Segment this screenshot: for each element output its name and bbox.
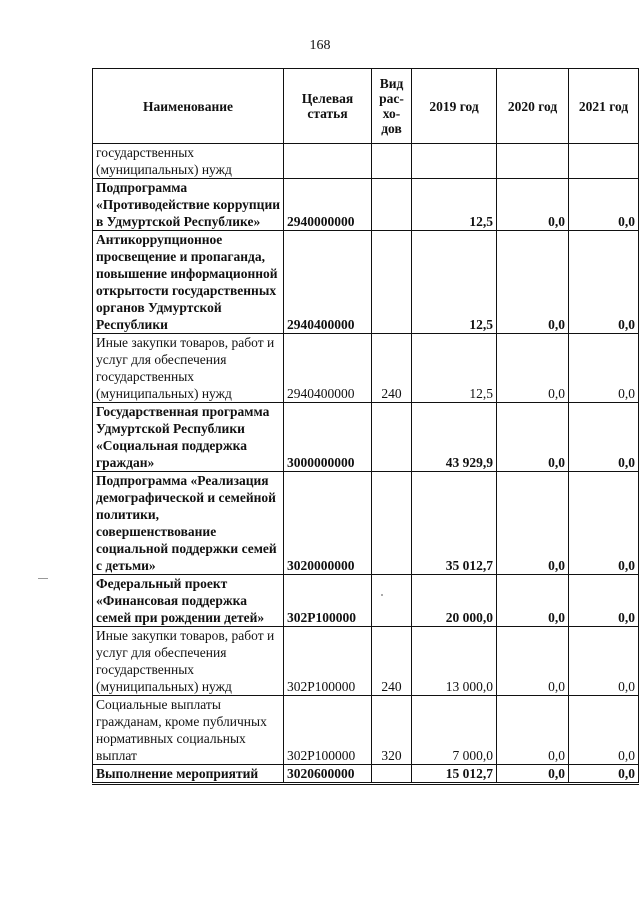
- row-type: [372, 144, 412, 179]
- scan-mark: [38, 578, 48, 579]
- row-type: 320: [372, 696, 412, 765]
- row-2021: 0,0: [569, 627, 639, 696]
- row-code: 3000000000: [284, 403, 372, 472]
- row-2019: 43 929,9: [412, 403, 497, 472]
- row-2021: 0,0: [569, 472, 639, 575]
- table-row: [93, 231, 639, 334]
- row-code: 2940400000: [284, 231, 372, 334]
- row-code: [284, 144, 372, 179]
- page-number: 168: [309, 38, 331, 53]
- row-type: [372, 472, 412, 575]
- row-2020: 0,0: [497, 231, 569, 334]
- row-2021: 0,0: [569, 765, 639, 784]
- row-code: 3020000000: [284, 472, 372, 575]
- row-2021: [569, 144, 639, 179]
- row-code: 302P100000: [284, 575, 372, 627]
- row-2021: 0,0: [569, 334, 639, 403]
- row-2020: 0,0: [497, 179, 569, 231]
- row-2021: 0,0: [569, 575, 639, 627]
- header-type: Вид рас- хо- дов: [372, 69, 412, 144]
- row-2019: 12,5: [412, 179, 497, 231]
- row-2020: 0,0: [497, 403, 569, 472]
- header-name: Наименование: [93, 69, 284, 144]
- row-type: [372, 765, 412, 784]
- scan-dot: [381, 594, 383, 596]
- row-type: 240: [372, 334, 412, 403]
- table-row: [93, 144, 639, 179]
- table-row: [93, 179, 639, 231]
- row-code: 3020600000: [284, 765, 372, 784]
- row-2019: 12,5: [412, 231, 497, 334]
- row-2021: 0,0: [569, 403, 639, 472]
- row-name: Иные закупки товаров, работ и услуг для обеспечения государственных (муниципальных) нужд: [93, 334, 284, 403]
- row-name: Федеральный проект «Финансовая поддержка семей при рождении детей»: [93, 575, 284, 627]
- table-row: [93, 696, 639, 765]
- row-name: Иные закупки товаров, работ и услуг для обеспечения государственных (муниципальных) нужд: [93, 627, 284, 696]
- row-2020: 0,0: [497, 575, 569, 627]
- row-name: государственных (муниципальных) нужд: [93, 144, 284, 179]
- table-row: [93, 575, 639, 627]
- row-code: 2940000000: [284, 179, 372, 231]
- table-row: [93, 765, 639, 784]
- row-name: Подпрограмма «Реализация демографической и семейной политики, совершенствование социальной поддержки семей с детьми»: [93, 472, 284, 575]
- header-code: Целевая статья: [284, 69, 372, 144]
- row-type: [372, 231, 412, 334]
- table-row: [93, 627, 639, 696]
- row-type: 240: [372, 627, 412, 696]
- row-name: Выполнение мероприятий: [93, 765, 284, 784]
- header-2021: 2021 год: [569, 69, 639, 144]
- row-2021: 0,0: [569, 231, 639, 334]
- row-code: 2940400000: [284, 334, 372, 403]
- row-type: [372, 403, 412, 472]
- row-name: Государственная программа Удмуртской Республики «Социальная поддержка граждан»: [93, 403, 284, 472]
- budget-table: [92, 68, 639, 785]
- row-2021: 0,0: [569, 696, 639, 765]
- table-row: [93, 472, 639, 575]
- row-code: 302P100000: [284, 627, 372, 696]
- row-2020: 0,0: [497, 334, 569, 403]
- row-2021: 0,0: [569, 179, 639, 231]
- row-2019: 12,5: [412, 334, 497, 403]
- row-name: Антикоррупционное просвещение и пропаганда, повышение информационной открытости государственных органов Удмуртской Республики: [93, 231, 284, 334]
- table-row: [93, 334, 639, 403]
- row-2019: 13 000,0: [412, 627, 497, 696]
- row-name: Подпрограмма «Противодействие коррупции в Удмуртской Республике»: [93, 179, 284, 231]
- row-2019: 7 000,0: [412, 696, 497, 765]
- row-type: [372, 179, 412, 231]
- row-2020: [497, 144, 569, 179]
- row-2020: 0,0: [497, 765, 569, 784]
- table-row: [93, 403, 639, 472]
- row-name: Социальные выплаты гражданам, кроме публичных нормативных социальных выплат: [93, 696, 284, 765]
- table-header-row: [93, 69, 639, 144]
- row-2019: [412, 144, 497, 179]
- row-2019: 20 000,0: [412, 575, 497, 627]
- row-2020: 0,0: [497, 472, 569, 575]
- row-2019: 15 012,7: [412, 765, 497, 784]
- row-2020: 0,0: [497, 627, 569, 696]
- header-2019: 2019 год: [412, 69, 497, 144]
- header-2020: 2020 год: [497, 69, 569, 144]
- row-type: [372, 575, 412, 627]
- row-2020: 0,0: [497, 696, 569, 765]
- row-code: 302P100000: [284, 696, 372, 765]
- row-2019: 35 012,7: [412, 472, 497, 575]
